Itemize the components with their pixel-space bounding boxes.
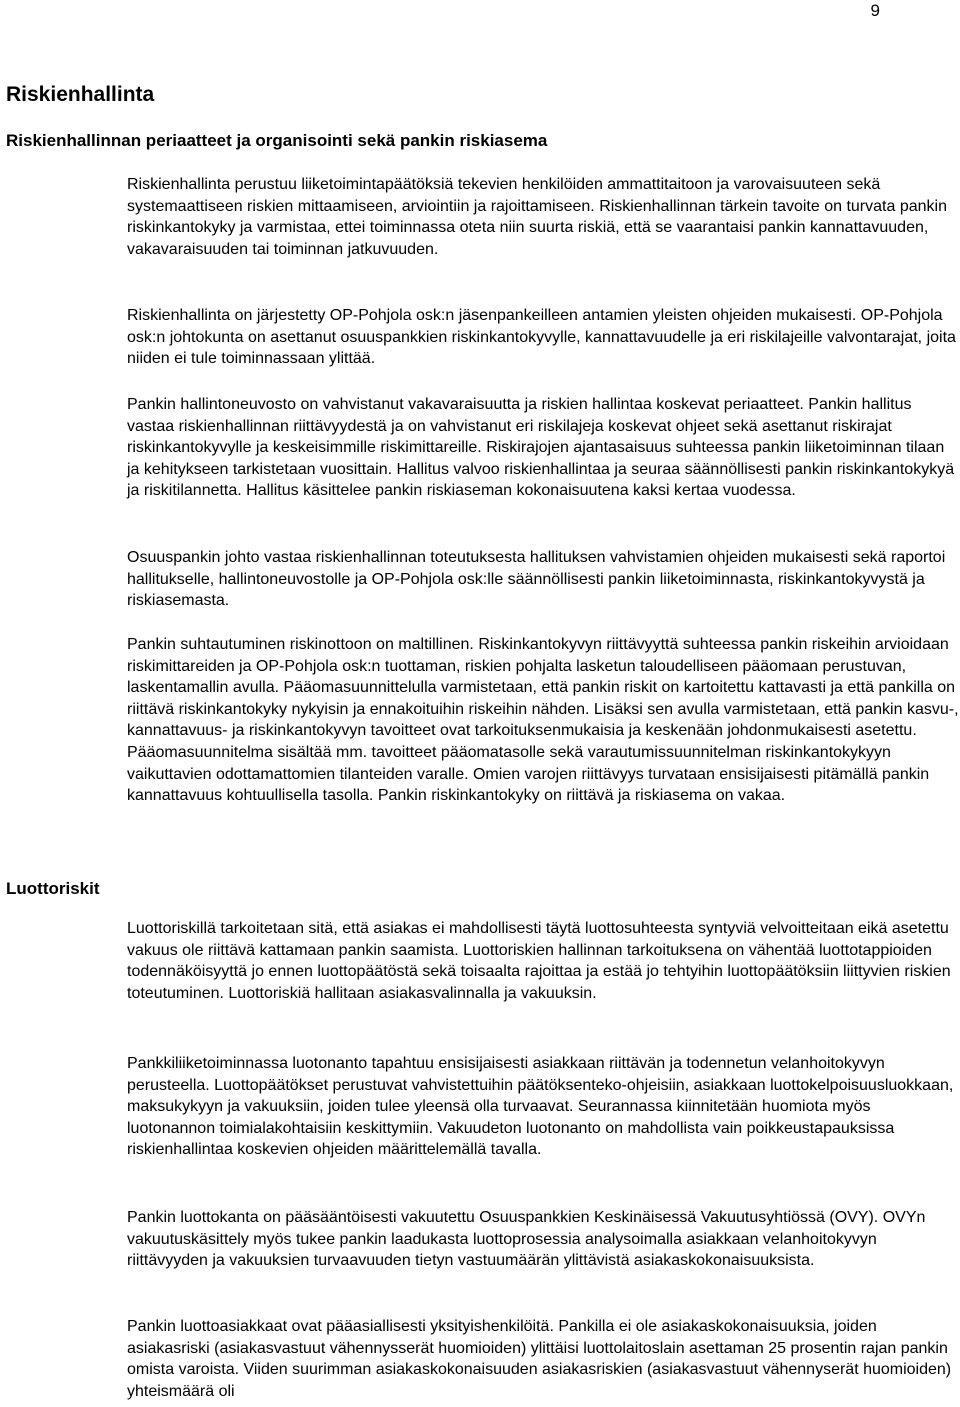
side-heading-credit-risks: Luottoriskit [6,879,100,898]
paragraph-ovy-insurance: Pankin luottokanta on pääsääntöisesti vakuutettu Osuuspankkien Keskinäisessä Vakuutusyhtiössä (OVY). OVYn vakuutuskäsittely myös tukee pankin laadukasta luottoprosessia analysoimalla asiakkaan velanhoitokyvyn riittävyyden ja vakuuksien turvaavuuden tietyn vastuumäärän ylittävistä asiakaskokonaisuuksista. [127,1209,926,1270]
paragraph-credit-risk-definition: Luottoriskillä tarkoitetaan sitä, että asiakas ei mahdollisesti täytä luottosuhteesta syntyviä velvoitteitaan eikä asetettu vakuus ole riittävä kattamaan pankin saamista. Luottoriskien hallinnan tarkoituksena on vähentää luottotappioiden todennäköisyyttä jo ennen luottopäätöstä sekä toisaalta rajoittaa ja estää jo tehtyihin luottopäätöksiin liittyvien riskien toteutuminen. Luottoriskiä hallitaan asiakasvalinnalla ja vakuuksin. [127,920,951,1002]
paragraph-supervisory-board: Pankin hallintoneuvosto on vahvistanut vakavaraisuutta ja riskien hallintaa koskevat periaatteet. Pankin hallitus vastaa riskienhallinnan riittävyydestä ja on vahvistanut eri riskilajeja koskevat ohjeet sekä asettanut riskirajat riskinkantokyvylle ja keskeisimmille riskimittareille. Riskirajojen ajantasaisuus suhteessa pankin liiketoiminnan tilaan ja kehitykseen tarkistetaan vuosittain. Hallitus valvoo riskienhallintaa ja seuraa säännöllisesti pankin riskinkantokykyä ja riskitilannetta. Hallitus käsittelee pankin riskiaseman kokonaisuutena kaksi kertaa vuodessa. [127,396,955,500]
paragraph-lending-basis: Pankkiliiketoiminnassa luotonanto tapahtuu ensisijaisesti asiakkaan riittävän ja todennetun velanhoitokyvyn perusteella. Luottopäätökset perustuvat vahvistettuihin päätöksenteko-ohjeisiin, asiakkaan luottokelpoisuusluokkaan, maksukykyyn ja vakuuksiin, joiden tulee yleensä olla turvaavat. Seurannassa kiinnitetään huomiota myös luotonannon toimialakohtaisiin keskittymiin. Vakuudeton luotonanto on mahdollista vain poikkeustapauksissa riskienhallintaa koskevien ohjeiden määrittelemällä tavalla. [127,1055,954,1159]
paragraph-risk-appetite: Pankin suhtautuminen riskinottoon on maltillinen. Riskinkantokyvyn riittävyyttä suhteessa pankin riskeihin arvioidaan riskimittareiden ja OP-Pohjola osk:n tuottaman, riskien pohjalta lasketun taloudelliseen pääomaan perustuvan, laskentamallin avulla. Pääomasuunnittelulla varmistetaan, että pankin riskit on kartoitettu kattavasti ja että pankilla on riittävä riskinkantokyky nykyisin ja ennakoituihin riskeihin nähden. Lisäksi sen avulla varmistetaan, että pankin kasvu-, kannattavuus- ja riskinkantokyvyn tavoitteet ovat tarkoituksenmukaisia ja keskenään johdonmukaisesti asetettu. Pääomasuunnitelma sisältää mm. tavoitteet pääomatasolle sekä varautumissuunnitelman riskinkantokykyyn vaikuttavien odottamattomien tilanteiden varalle. Omien varojen riittävyys turvataan ensisijaisesti pitämällä pankin kannattavuus kohtuullisella tasolla. Pankin riskinkantokyky on riittävä ja riskiasema on vakaa. [127,636,959,805]
paragraph-management-responsibility: Osuuspankin johto vastaa riskienhallinnan toteutuksesta hallituksen vahvistamien ohjeiden mukaisesti sekä raportoi hallitukselle, hallintoneuvostolle ja OP-Pohjola osk:lle säännöllisesti pankin liiketoiminnasta, riskinkantokyvystä ja riskiasemasta. [127,549,946,610]
paragraph-credit-customers: Pankin luottoasiakkaat ovat pääasiallisesti yksityishenkilöitä. Pankilla ei ole asiakaskokonaisuuksia, joiden asiakasriski (asiakasvastuut vähennysserät huomioiden) ylittäisi luottolaitoslain asettaman 25 prosentin rajan pankin omista varoista. Viiden suurimman asiakaskokonaisuuden asiakasriskien (asiakasvastuut vähennyserät huomioiden) yhteismäärä oli [127,1318,952,1400]
paragraph-risk-management-basis: Riskienhallinta perustuu liiketoimintapäätöksiä tekevien henkilöiden ammattitaitoon ja varovaisuuteen sekä systemaattiseen riskien mittaamiseen, arviointiin ja rajoittamiseen. Riskienhallinnan tärkein tavoite on turvata pankin riskinkantokyky ja varmistaa, ettei toiminnassa oteta niin suurta riskiä, että se vaarantaisi pankin kannattavuuden, vakavaraisuuden tai toiminnan jatkuvuuden. [127,176,947,258]
paragraph-op-pohjola-guidelines: Riskienhallinta on järjestetty OP-Pohjola osk:n jäsenpankeilleen antamien yleisten ohjeiden mukaisesti. OP-Pohjola osk:n johtokunta on asettanut osuuspankkien riskinkantokyvylle, kannattavuudelle ja eri riskilajeille valvontarajat, joita niiden ei tule toiminnassaan ylittää. [127,307,956,368]
subsection-title: Riskienhallinnan periaatteet ja organisointi sekä pankin riskiasema [6,131,548,150]
section-title: Riskienhallinta [6,83,155,106]
page-number: 9 [870,1,880,20]
